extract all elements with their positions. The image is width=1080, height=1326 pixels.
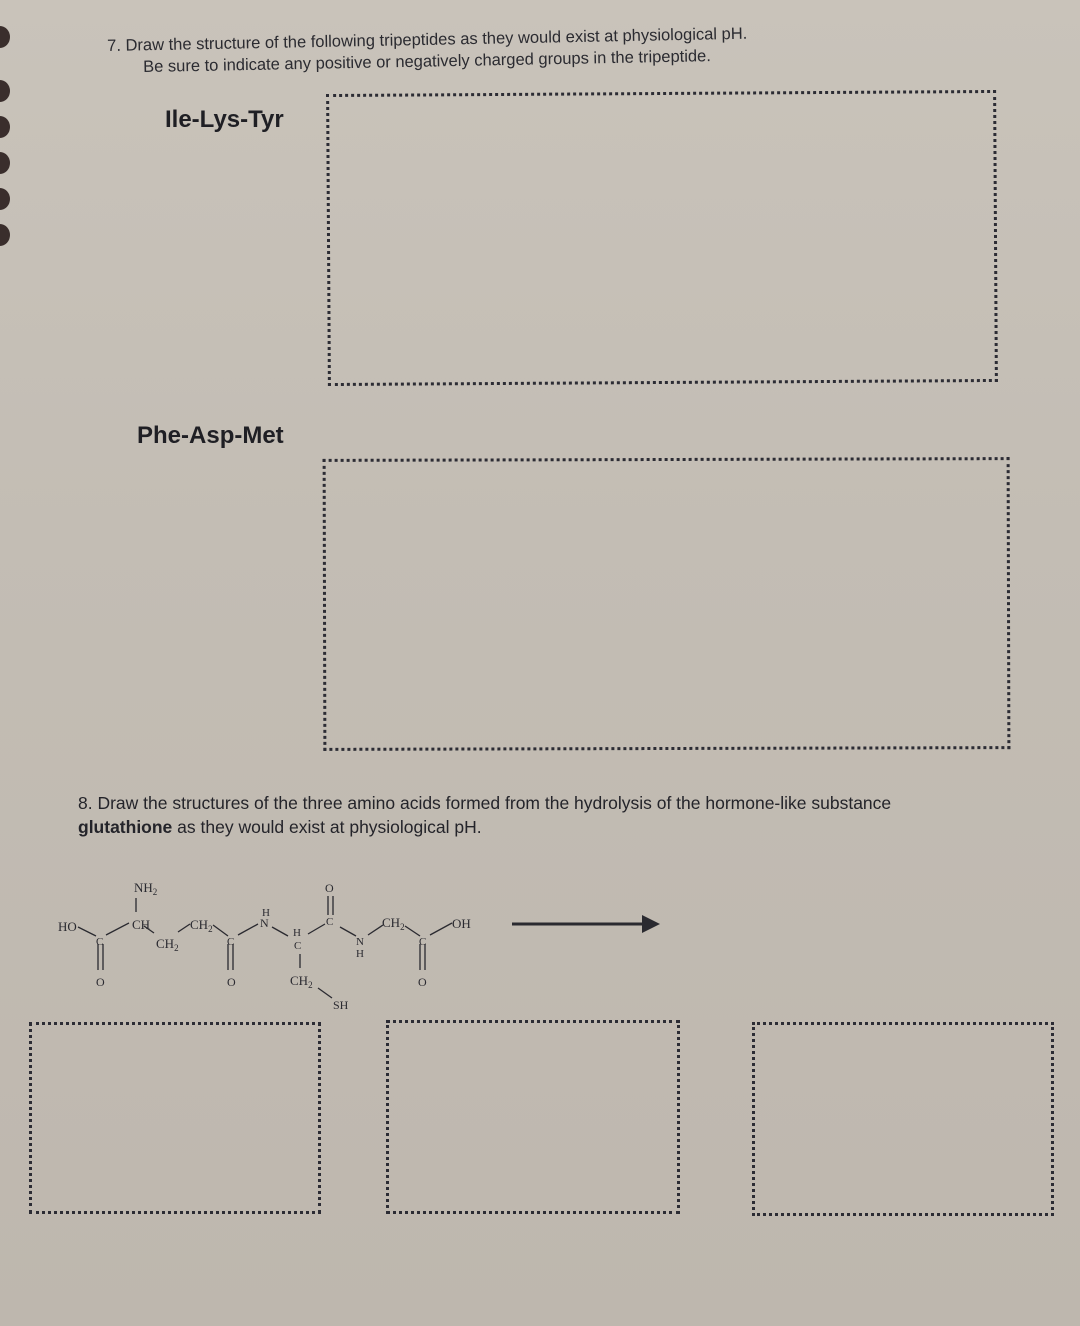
glutathione-structure — [50, 870, 680, 1020]
carbon-label: C — [294, 940, 302, 952]
carbon-label: C — [326, 916, 334, 928]
question-8-line1: 8. Draw the structures of the three amino acids formed from the hydrolysis of the hormone-like substance — [78, 793, 892, 813]
question-7-prompt: 7. Draw the structure of the following tripeptides as they would exist at physiological pH. — [107, 24, 748, 55]
question-8-term: glutathione — [78, 817, 173, 837]
carbon-label: C — [96, 936, 104, 948]
hydroxyl-label: HO — [58, 919, 77, 934]
answer-box-peptide-2[interactable] — [323, 457, 1011, 751]
binder-hole — [0, 224, 10, 246]
hydroxyl-label: OH — [452, 916, 471, 931]
peptide-label-1: Ile-Lys-Tyr — [165, 106, 284, 133]
hydrogen-label: H — [262, 907, 270, 919]
methylene-label: $CH_2$ — [190, 917, 213, 934]
binder-hole — [0, 188, 10, 210]
methylene-label: $CH_2$ — [290, 973, 313, 990]
answer-box-amino-acid-3[interactable] — [752, 1022, 1054, 1216]
oxygen-label: O — [418, 975, 427, 989]
binder-hole — [0, 116, 10, 138]
question-8-line2: as they would exist at physiological pH. — [172, 817, 482, 837]
binder-hole — [0, 26, 10, 48]
hydrogen-label: H — [356, 948, 364, 960]
reaction-arrowhead — [642, 915, 660, 933]
alpha-carbon-label: CH — [132, 917, 151, 932]
peptide-label-2: Phe-Asp-Met — [137, 422, 284, 449]
nitrogen-label: N — [356, 936, 364, 948]
answer-box-peptide-1[interactable] — [326, 90, 998, 386]
question-7-instruction: Be sure to indicate any positive or negatively charged groups in the tripeptide. — [143, 47, 712, 76]
binder-hole — [0, 152, 10, 174]
methylene-label: $CH_2$ — [382, 915, 405, 932]
nitrogen-label: N — [260, 916, 269, 930]
oxygen-label: O — [227, 975, 236, 989]
answer-box-amino-acid-1[interactable] — [29, 1022, 321, 1214]
oxygen-label: O — [325, 881, 334, 895]
methylene-label: $CH_2$ — [156, 936, 179, 953]
carbon-label: C — [419, 936, 427, 948]
oxygen-label: O — [96, 975, 105, 989]
question-8-prompt — [78, 791, 891, 839]
answer-box-amino-acid-2[interactable] — [386, 1020, 680, 1214]
carbon-label: C — [227, 936, 235, 948]
hydrogen-label: H — [293, 927, 301, 939]
thiol-label: SH — [333, 998, 349, 1012]
binder-hole — [0, 80, 10, 102]
amino-group-label: $NH_2$ — [134, 880, 158, 897]
